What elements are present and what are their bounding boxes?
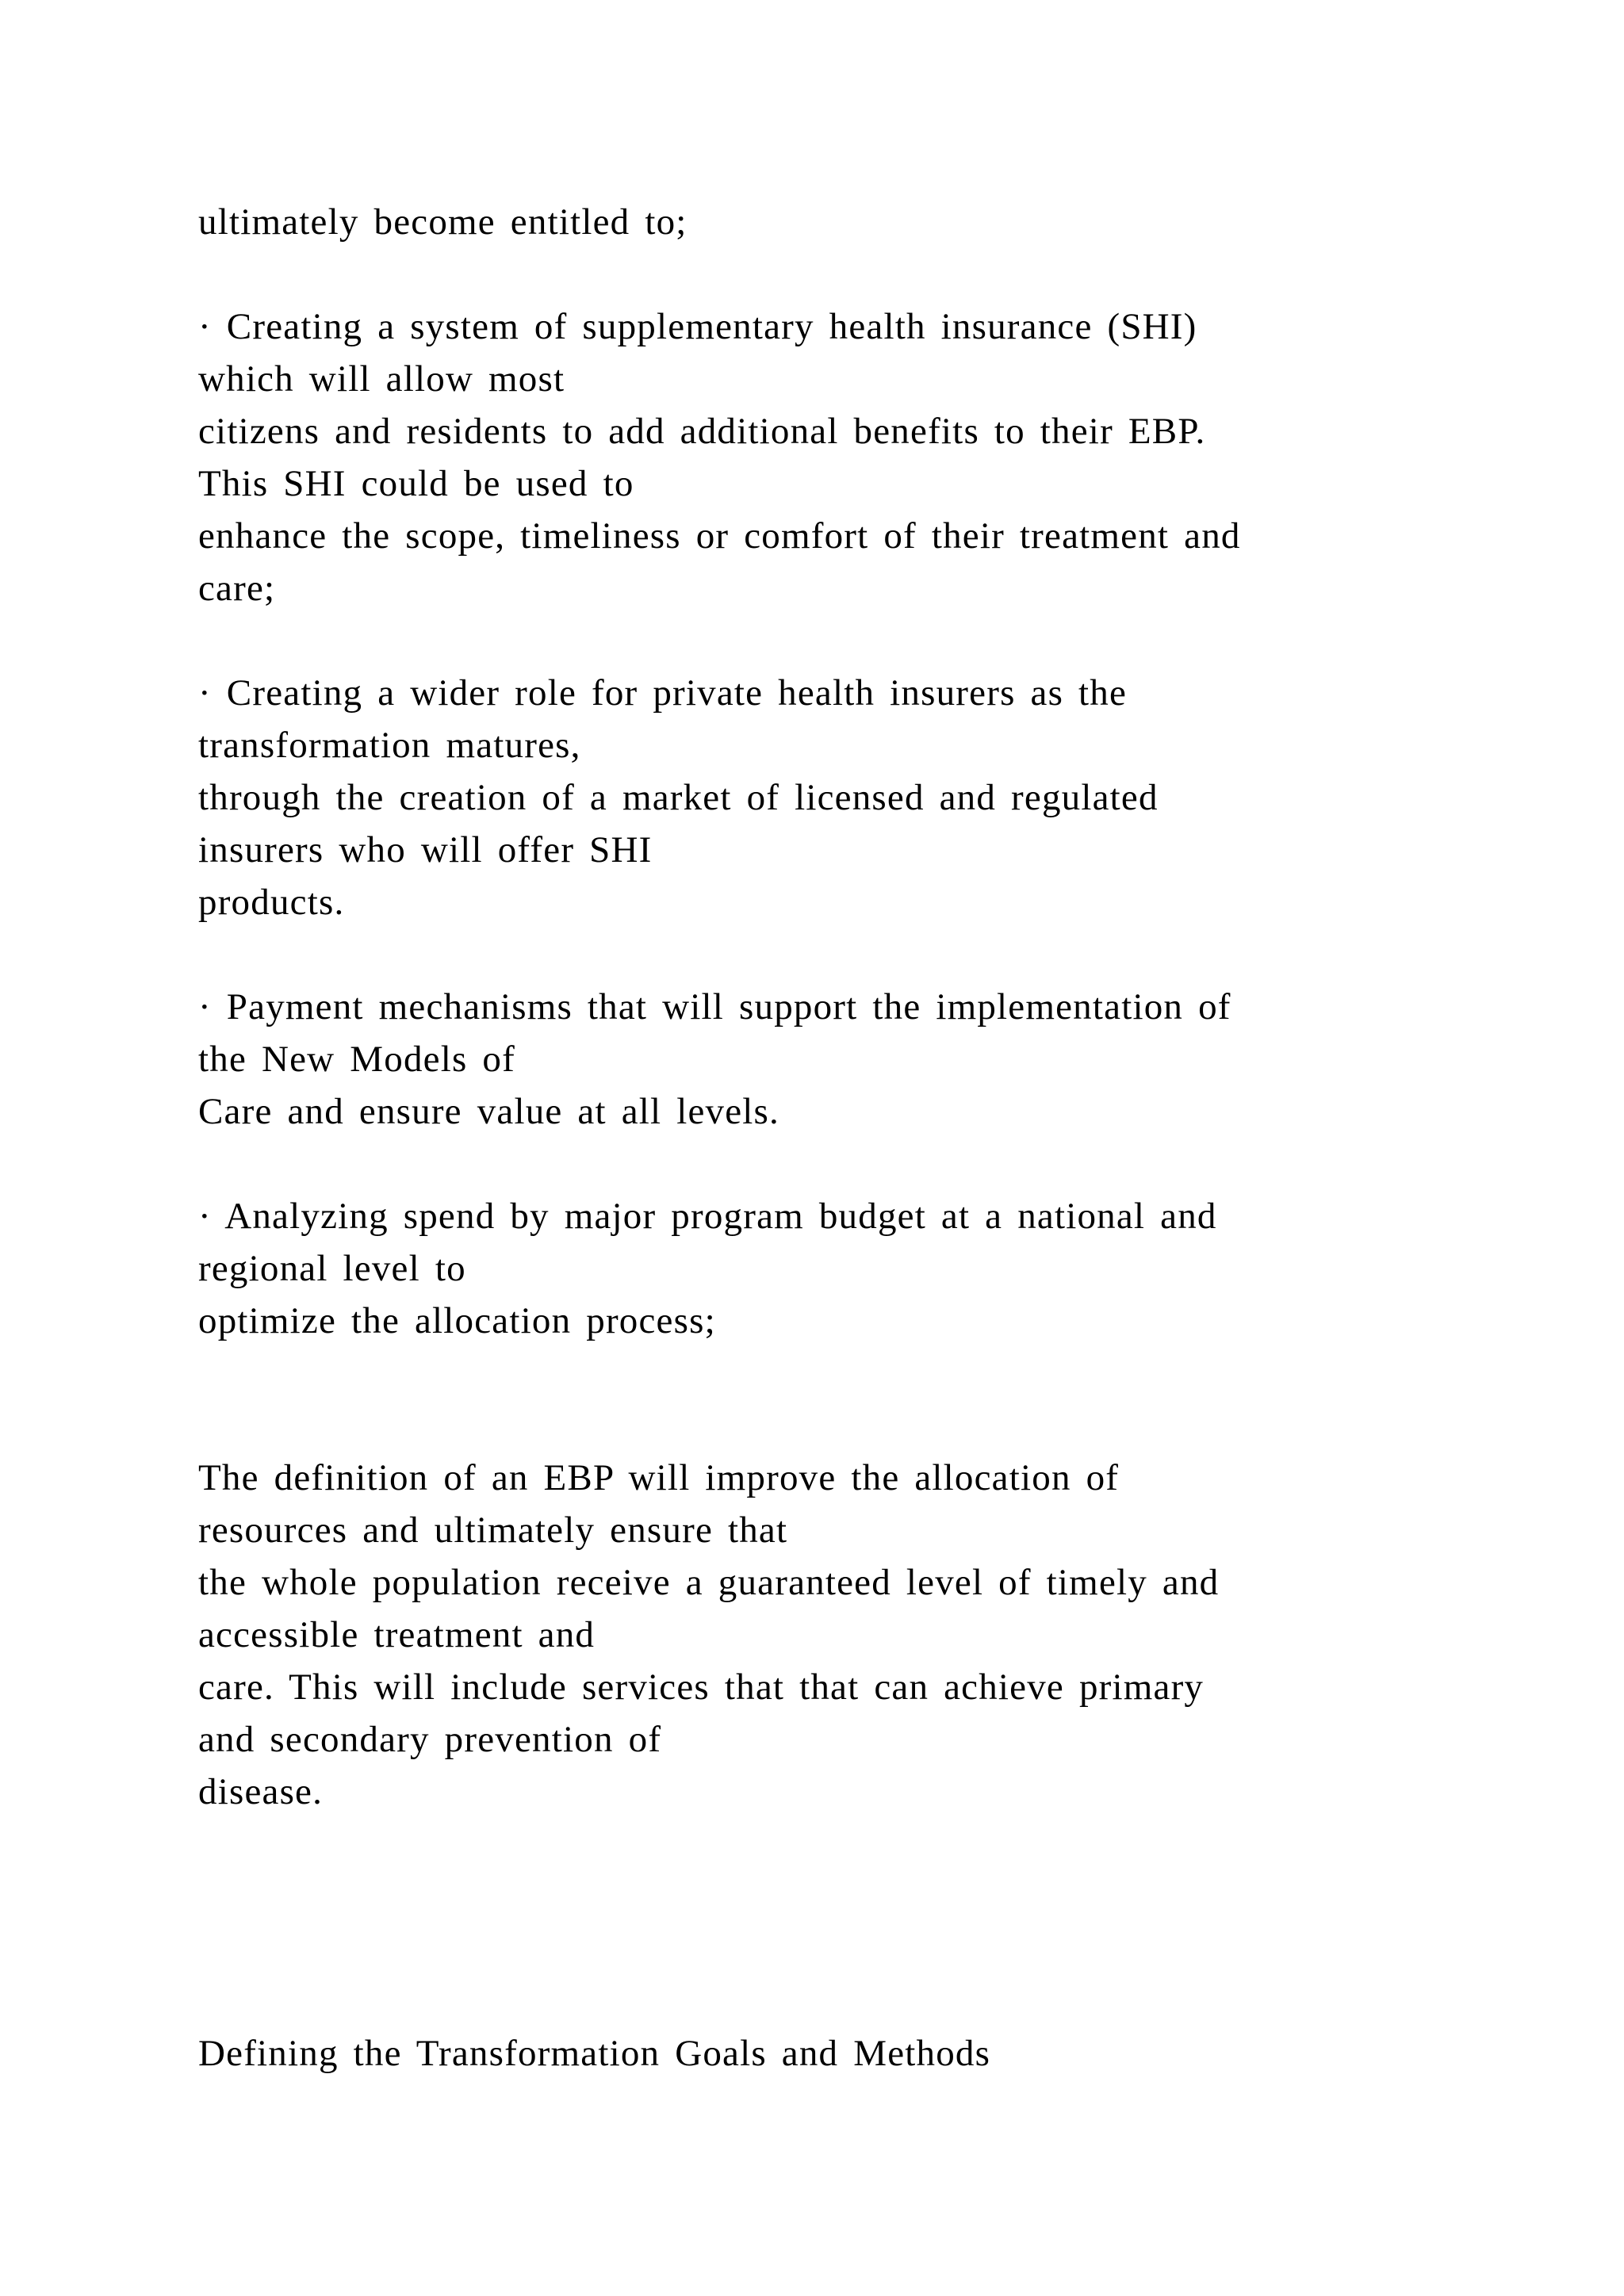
text-line: through the creation of a market of licensed and regulated — [198, 777, 1159, 818]
text-line: resources and ultimately ensure that — [198, 1510, 788, 1551]
text-line: care. This will include services that that can achieve primary — [198, 1667, 1205, 1708]
text-line: optimize the allocation process; — [198, 1300, 716, 1341]
text-line: ultimately become entitled to; — [198, 201, 688, 243]
text-line: enhance the scope, timeliness or comfort of their treatment and — [198, 515, 1241, 557]
text-line: products. — [198, 882, 345, 923]
text-line: the whole population receive a guaranteed level of timely and — [198, 1562, 1220, 1603]
bullet-line: · Analyzing spend by major program budget at a national and — [198, 1196, 1217, 1237]
text-line: Care and ensure value at all levels. — [198, 1091, 780, 1132]
bullet-line: · Creating a wider role for private health insurers as the — [198, 672, 1128, 714]
text-line: which will allow most — [198, 358, 565, 400]
text-line: and secondary prevention of — [198, 1719, 662, 1760]
text-line: the New Models of — [198, 1039, 515, 1080]
text-line: accessible treatment and — [198, 1614, 596, 1655]
text-line: citizens and residents to add additional benefits to their EBP. — [198, 411, 1206, 452]
text-line: care; — [198, 568, 276, 609]
text-line: insurers who will offer SHI — [198, 829, 653, 871]
text-line: The definition of an EBP will improve the allocation of — [198, 1457, 1120, 1498]
text-line: transformation matures, — [198, 725, 581, 766]
bullet-line: · Creating a system of supplementary health insurance (SHI) — [198, 306, 1197, 347]
text-line: This SHI could be used to — [198, 463, 634, 504]
section-heading: Defining the Transformation Goals and Methods — [198, 2033, 991, 2074]
text-line: disease. — [198, 1771, 324, 1812]
text-line: regional level to — [198, 1248, 466, 1289]
bullet-line: · Payment mechanisms that will support the implementation of — [198, 986, 1231, 1027]
